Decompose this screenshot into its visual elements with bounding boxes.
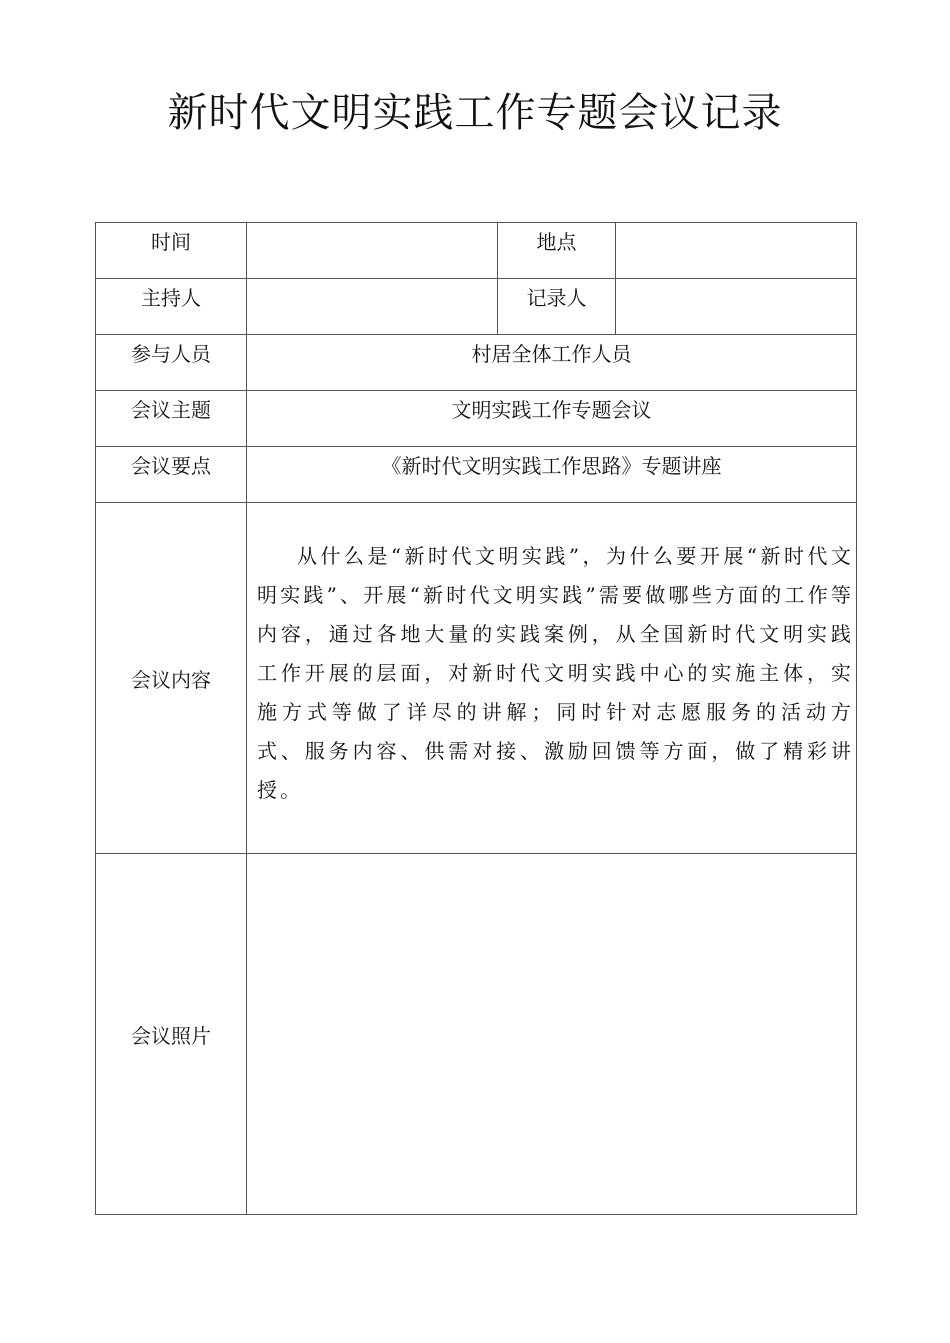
- recorder-value[interactable]: [616, 279, 857, 335]
- key-points-label: 会议要点: [96, 447, 247, 503]
- table-row-host: [96, 279, 857, 335]
- host-value[interactable]: [247, 279, 498, 335]
- table-row-time: [96, 223, 857, 279]
- content-value: 从什么是“新时代文明实践”，为什么要开展“新时代文明实践”、开展“新时代文明实践”需要做哪些方面的工作等内容，通过各地大量的实践案例，从全国新时代文明实践工作开展的层面，对新时代文明实践中心的实施主体，实施方式等做了详尽的讲解；同时针对志愿服务的活动方式、服务内容、供需对接、激励回馈等方面，做了精彩讲授。: [247, 503, 857, 854]
- table-row-topic: [96, 391, 857, 447]
- photo-area[interactable]: [247, 854, 857, 1215]
- time-label: 时间: [96, 223, 247, 279]
- topic-value: 文明实践工作专题会议: [247, 391, 857, 447]
- key-points-value: 《新时代文明实践工作思路》专题讲座: [247, 447, 857, 503]
- content-label: 会议内容: [96, 503, 247, 854]
- meeting-record-table: [95, 222, 857, 1215]
- participants-value: 村居全体工作人员: [247, 335, 857, 391]
- photo-label: 会议照片: [96, 854, 247, 1215]
- table-row-key-points: [96, 447, 857, 503]
- participants-label: 参与人员: [96, 335, 247, 391]
- recorder-label: 记录人: [498, 279, 616, 335]
- time-value[interactable]: [247, 223, 498, 279]
- table-row-content: [96, 503, 857, 854]
- table-row-participants: [96, 335, 857, 391]
- host-label: 主持人: [96, 279, 247, 335]
- place-value[interactable]: [616, 223, 857, 279]
- topic-label: 会议主题: [96, 391, 247, 447]
- place-label: 地点: [498, 223, 616, 279]
- table-row-photo: [96, 854, 857, 1215]
- document-title: 新时代文明实践工作专题会议记录: [167, 90, 783, 136]
